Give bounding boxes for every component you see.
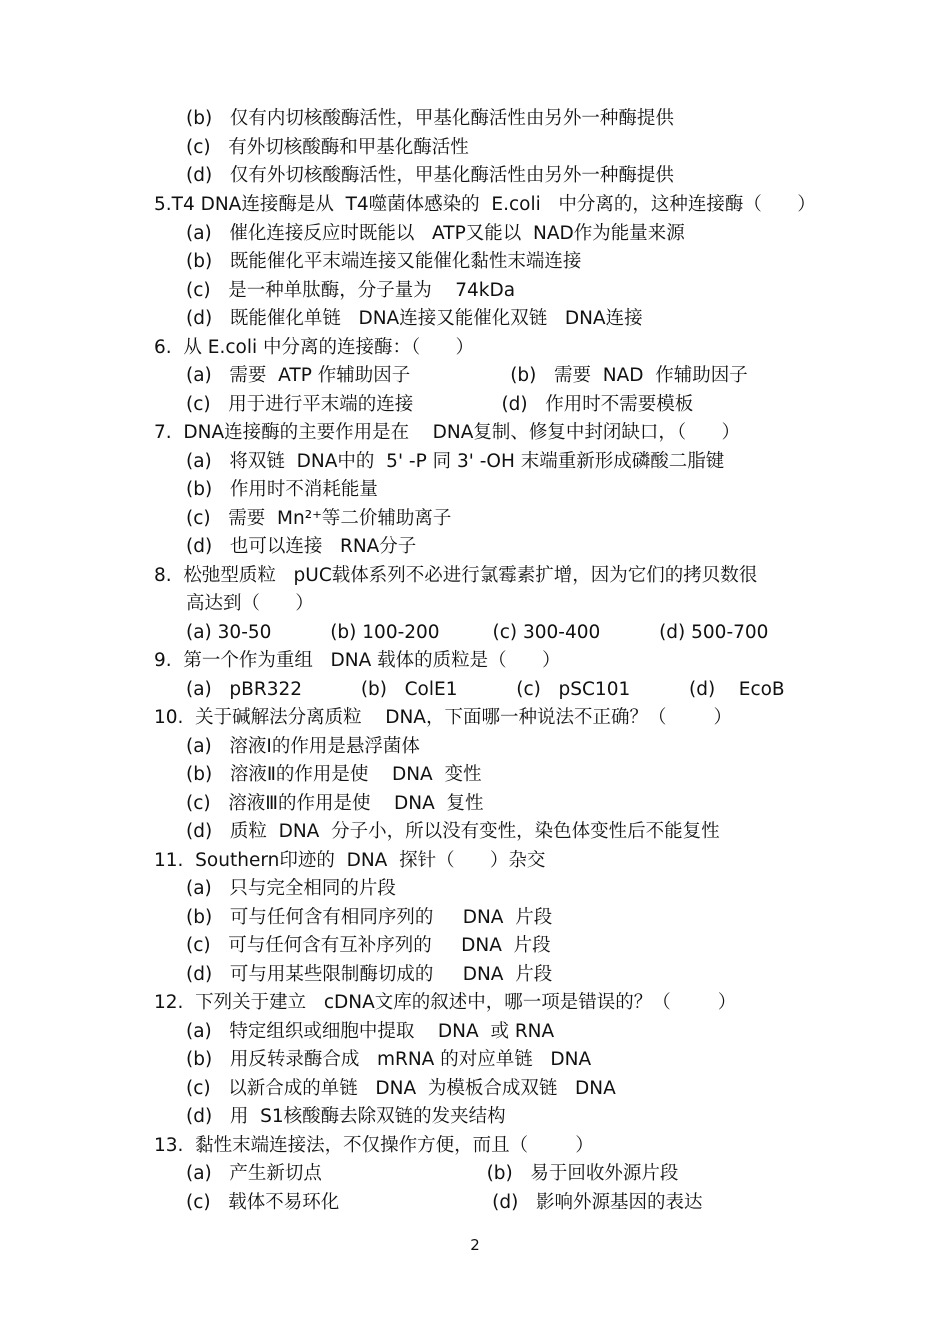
question-6-options-ab: (a) 需要 ATP 作辅助因子 (b) 需要 NAD 作辅助因子 — [186, 365, 748, 386]
question-13-options-ab: (a) 产生新切点 (b) 易于回收外源片段 — [186, 1163, 679, 1184]
question-7-option-a: (a) 将双链 DNA中的 5' -P 同 3' -OH 末端重新形成磷酸二脂键 — [186, 451, 725, 472]
question-4-option-b: (b) 仅有内切核酸酶活性，甲基化酶活性由另外一种酶提供 — [186, 108, 674, 129]
question-11-option-d: (d) 可与用某些限制酶切成的 DNA 片段 — [186, 964, 553, 985]
question-12-option-a: (a) 特定组织或细胞中提取 DNA 或 RNA — [186, 1021, 555, 1042]
question-10-stem: 10. 关于碱解法分离质粒 DNA，下面哪一种说法不正确？（ ） — [154, 707, 732, 728]
question-4-option-d: (d) 仅有外切核酸酶活性，甲基化酶活性由另外一种酶提供 — [186, 165, 674, 186]
question-4-option-c: (c) 有外切核酸酶和甲基化酶活性 — [186, 137, 469, 158]
question-13-stem: 13. 黏性末端连接法，不仅操作方便，而且（ ） — [154, 1135, 594, 1156]
question-9-stem: 9. 第一个作为重组 DNA 载体的质粒是（ ） — [154, 650, 561, 671]
question-8-options: (a) 30-50 (b) 100-200 (c) 300-400 (d) 500-700 — [186, 622, 769, 643]
question-8-stem-continued: 高达到（ ） — [186, 593, 314, 614]
question-10-option-a: (a) 溶液Ⅰ的作用是悬浮菌体 — [186, 736, 420, 757]
question-11-option-a: (a) 只与完全相同的片段 — [186, 878, 396, 899]
question-5-stem: 5.T4 DNA连接酶是从 T4噬菌体感染的 E.coli 中分离的，这种连接酶（ ） — [154, 194, 816, 215]
question-12-option-d: (d) 用 S1核酸酶去除双链的发夹结构 — [186, 1106, 506, 1127]
question-6-stem: 6. 从 E.coli 中分离的连接酶：（ ） — [154, 337, 475, 358]
question-7-option-b: (b) 作用时不消耗能量 — [186, 479, 378, 500]
page-number: 2 — [470, 1236, 480, 1254]
question-5-option-a: (a) 催化连接反应时既能以 ATP又能以 NAD作为能量来源 — [186, 223, 685, 244]
question-8-stem: 8. 松弛型质粒 pUC载体系列不必进行氯霉素扩增，因为它们的拷贝数很 — [154, 565, 758, 586]
question-9-options: (a) pBR322 (b) ColE1 (c) pSC101 (d) EcoB — [186, 679, 785, 700]
question-10-option-c: (c) 溶液Ⅲ的作用是使 DNA 复性 — [186, 793, 484, 814]
question-11-stem: 11. Southern印迹的 DNA 探针（ ）杂交 — [154, 850, 546, 871]
question-12-option-b: (b) 用反转录酶合成 mRNA 的对应单链 DNA — [186, 1049, 592, 1070]
question-7-stem: 7. DNA连接酶的主要作用是在 DNA复制、修复中封闭缺口，（ ） — [154, 422, 740, 443]
question-5-option-d: (d) 既能催化单链 DNA连接又能催化双链 DNA连接 — [186, 308, 643, 329]
question-12-option-c: (c) 以新合成的单链 DNA 为模板合成双链 DNA — [186, 1078, 616, 1099]
question-11-option-b: (b) 可与任何含有相同序列的 DNA 片段 — [186, 907, 553, 928]
question-7-option-d: (d) 也可以连接 RNA分子 — [186, 536, 417, 557]
question-11-option-c: (c) 可与任何含有互补序列的 DNA 片段 — [186, 935, 551, 956]
question-7-option-c: (c) 需要 Mn²⁺等二价辅助离子 — [186, 508, 452, 529]
question-10-option-d: (d) 质粒 DNA 分子小，所以没有变性，染色体变性后不能复性 — [186, 821, 720, 842]
question-10-option-b: (b) 溶液Ⅱ的作用是使 DNA 变性 — [186, 764, 482, 785]
question-5-option-c: (c) 是一种单肽酶，分子量为 74kDa — [186, 280, 516, 301]
question-13-options-cd: (c) 载体不易环化 (d) 影响外源基因的表达 — [186, 1192, 703, 1213]
question-5-option-b: (b) 既能催化平末端连接又能催化黏性末端连接 — [186, 251, 582, 272]
question-6-options-cd: (c) 用于进行平末端的连接 (d) 作用时不需要模板 — [186, 394, 694, 415]
question-12-stem: 12. 下列关于建立 cDNA文库的叙述中，哪一项是错误的？（ ） — [154, 992, 737, 1013]
